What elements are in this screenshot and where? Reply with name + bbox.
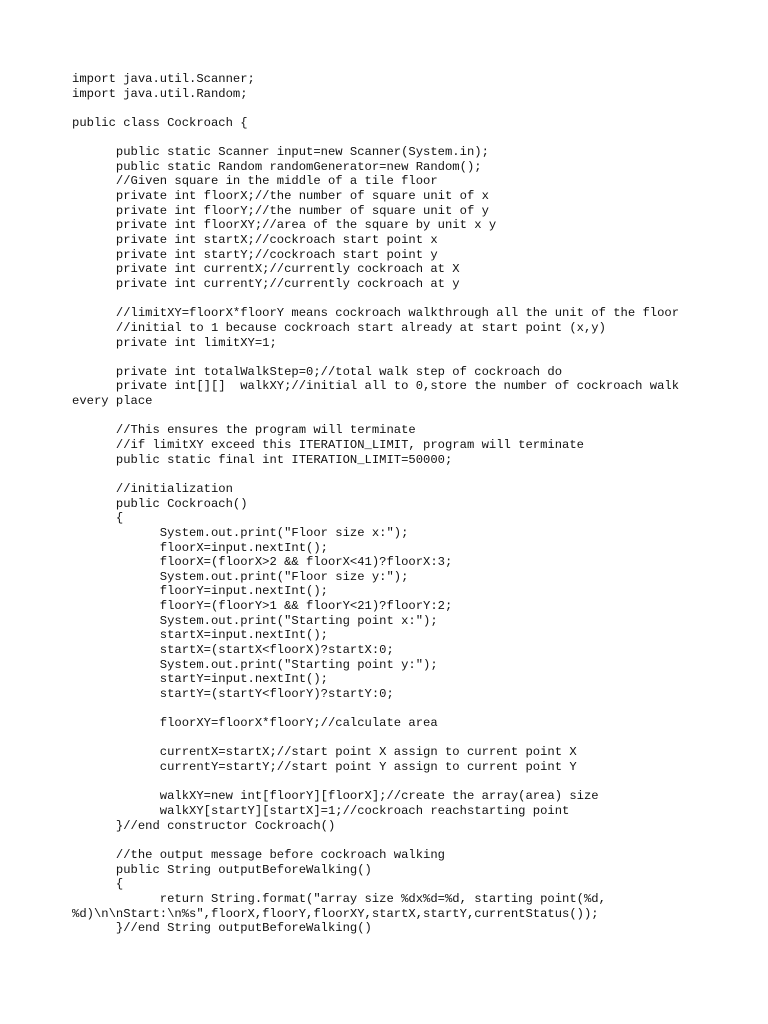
code-line: System.out.print("Floor size y:"); bbox=[72, 569, 409, 584]
code-line: private int floorX;//the number of square unit of x bbox=[72, 189, 489, 204]
code-line: %d)\n\nStart:\n%s",floorX,floorY,floorXY,startX,startY,currentStatus()); bbox=[72, 906, 599, 921]
code-line: //Given square in the middle of a tile floor bbox=[72, 174, 438, 189]
code-line: public static final int ITERATION_LIMIT=50000; bbox=[72, 452, 453, 467]
code-line bbox=[72, 350, 712, 365]
code-line: floorXY=floorX*floorY;//calculate area bbox=[72, 716, 438, 731]
code-line bbox=[72, 131, 712, 146]
code-line: }//end String outputBeforeWalking() bbox=[72, 921, 372, 936]
code-line: //the output message before cockroach walking bbox=[72, 847, 445, 862]
code-line: floorX=input.nextInt(); bbox=[72, 540, 328, 555]
code-line: //if limitXY exceed this ITERATION_LIMIT, program will terminate bbox=[72, 438, 584, 453]
code-line: private int currentY;//currently cockroach at y bbox=[72, 276, 460, 291]
code-line: public String outputBeforeWalking() bbox=[72, 862, 372, 877]
code-line: private int currentX;//currently cockroach at X bbox=[72, 262, 460, 277]
code-line: System.out.print("Starting point y:"); bbox=[72, 657, 438, 672]
code-line: //This ensures the program will terminate bbox=[72, 423, 416, 438]
code-line: public Cockroach() bbox=[72, 496, 248, 511]
code-line: //initialization bbox=[72, 481, 233, 496]
code-line: startX=input.nextInt(); bbox=[72, 628, 328, 643]
code-line bbox=[72, 702, 712, 717]
code-line: every place bbox=[72, 394, 153, 409]
code-listing bbox=[72, 72, 712, 936]
code-line: floorY=input.nextInt(); bbox=[72, 584, 328, 599]
code-line: }//end constructor Cockroach() bbox=[72, 818, 336, 833]
code-line: System.out.print("Starting point x:"); bbox=[72, 613, 438, 628]
code-line: private int floorXY;//area of the square by unit x y bbox=[72, 218, 497, 233]
code-line bbox=[72, 292, 712, 307]
code-line: public static Random randomGenerator=new Random(); bbox=[72, 159, 482, 174]
code-line bbox=[72, 409, 712, 424]
code-line: currentX=startX;//start point X assign to current point X bbox=[72, 745, 577, 760]
code-line: private int startX;//cockroach start point x bbox=[72, 233, 438, 248]
code-line: return String.format("array size %dx%d=%d, starting point(%d, bbox=[72, 891, 606, 906]
code-line: import java.util.Scanner; bbox=[72, 72, 255, 86]
code-line: System.out.print("Floor size x:"); bbox=[72, 525, 409, 540]
code-line: private int limitXY=1; bbox=[72, 335, 277, 350]
code-line bbox=[72, 467, 712, 482]
code-line: import java.util.Random; bbox=[72, 86, 248, 101]
code-line bbox=[72, 101, 712, 116]
code-line: walkXY=new int[floorY][floorX];//create the array(area) size bbox=[72, 789, 599, 804]
code-line: currentY=startY;//start point Y assign to current point Y bbox=[72, 760, 577, 775]
code-line: //limitXY=floorX*floorY means cockroach walkthrough all the unit of the floor bbox=[72, 306, 680, 321]
code-line: public static Scanner input=new Scanner(System.in); bbox=[72, 145, 489, 160]
code-line: floorX=(floorX>2 && floorX<41)?floorX:3; bbox=[72, 555, 453, 570]
code-line: { bbox=[72, 511, 124, 526]
code-line: startX=(startX<floorX)?startX:0; bbox=[72, 642, 394, 657]
code-line: private int[][] walkXY;//initial all to 0,store the number of cockroach walk bbox=[72, 379, 680, 394]
code-line: walkXY[startY][startX]=1;//cockroach reachstarting point bbox=[72, 804, 570, 819]
code-line: floorY=(floorY>1 && floorY<21)?floorY:2; bbox=[72, 599, 453, 614]
code-line: private int totalWalkStep=0;//total walk step of cockroach do bbox=[72, 364, 563, 379]
code-line: startY=(startY<floorY)?startY:0; bbox=[72, 686, 394, 701]
code-line: { bbox=[72, 877, 124, 892]
code-line bbox=[72, 775, 712, 790]
code-line: startY=input.nextInt(); bbox=[72, 672, 328, 687]
code-line bbox=[72, 833, 712, 848]
code-line: //initial to 1 because cockroach start already at start point (x,y) bbox=[72, 320, 606, 335]
code-line bbox=[72, 731, 712, 746]
code-line: public class Cockroach { bbox=[72, 115, 248, 130]
code-line: private int startY;//cockroach start point y bbox=[72, 247, 438, 262]
code-line: private int floorY;//the number of square unit of y bbox=[72, 203, 489, 218]
